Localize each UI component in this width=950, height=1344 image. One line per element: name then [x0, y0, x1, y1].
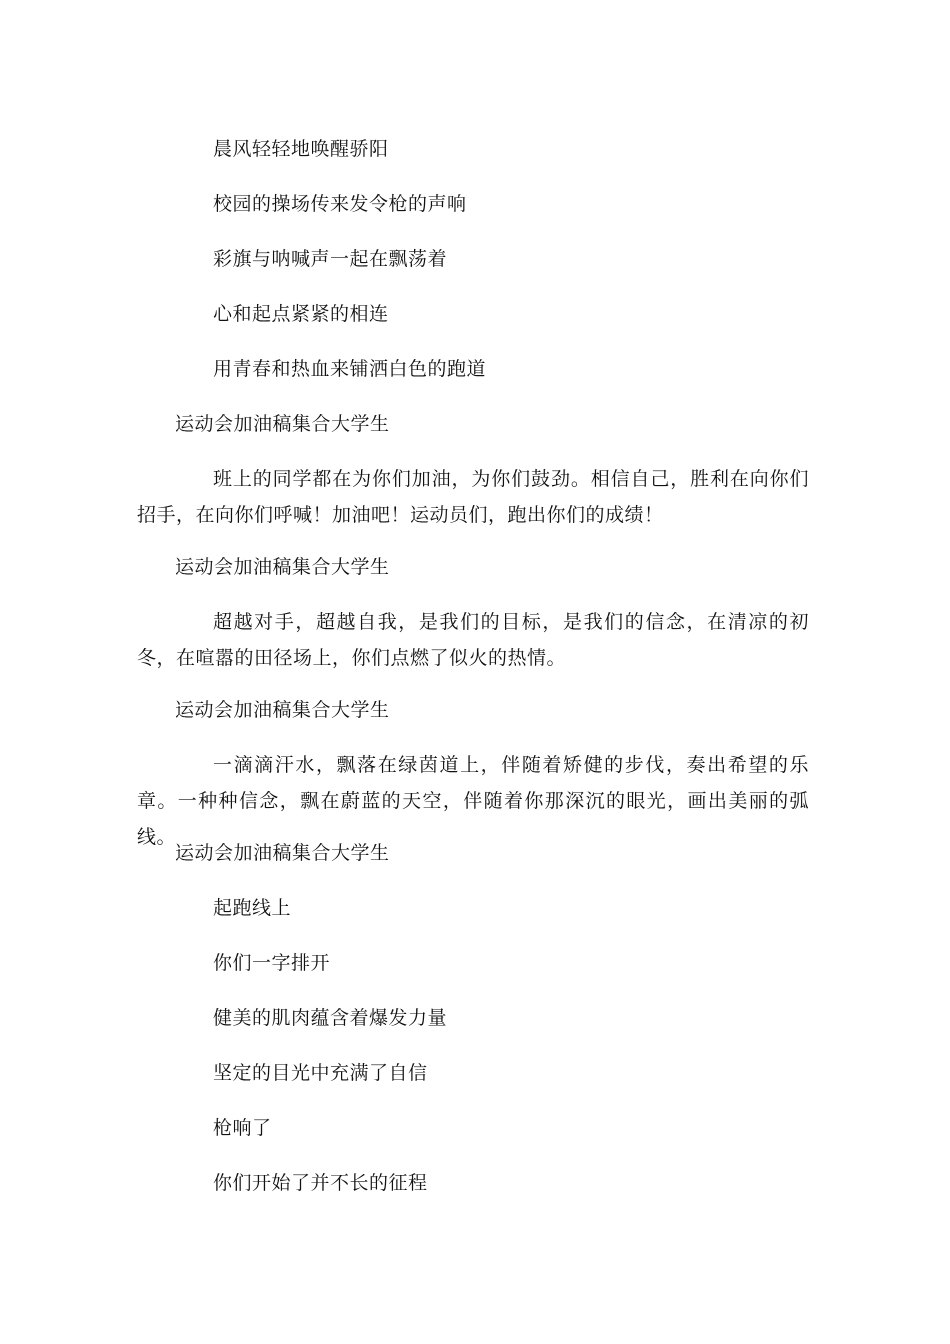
paragraph: 超越对手，超越自我，是我们的目标，是我们的信念，在清凉的初冬，在喧嚣的田径场上，你们点燃了似火的热情。 — [137, 611, 809, 669]
paragraph: 一滴滴汗水，飘落在绿茵道上，伴随着矫健的步伐，奏出希望的乐章。一种种信念，飘在蔚蓝的天空，伴随着你那深沉的眼光，画出美丽的弧线。 — [137, 754, 809, 848]
section-heading: 运动会加油稿集合大学生 — [175, 699, 390, 721]
poem-line: 健美的肌肉蕴含着爆发力量 — [213, 1007, 448, 1029]
poem-line: 枪响了 — [213, 1117, 272, 1139]
poem-line: 起跑线上 — [213, 897, 292, 919]
poem-line: 校园的操场传来发令枪的声响 — [213, 193, 467, 215]
poem-line: 心和起点紧紧的相连 — [213, 303, 389, 325]
paragraph: 班上的同学都在为你们加油，为你们鼓劲。相信自己，胜利在向你们招手，在向你们呼喊！加油吧！运动员们，跑出你们的成绩！ — [137, 468, 809, 526]
poem-line: 坚定的目光中充满了自信 — [213, 1062, 428, 1084]
poem-line: 用青春和热血来铺洒白色的跑道 — [213, 358, 487, 380]
section-heading: 运动会加油稿集合大学生 — [175, 842, 390, 864]
poem-line: 彩旗与呐喊声一起在飘荡着 — [213, 248, 448, 270]
poem-line: 你们开始了并不长的征程 — [213, 1172, 428, 1194]
section-heading: 运动会加油稿集合大学生 — [175, 556, 390, 578]
poem-line: 你们一字排开 — [213, 952, 331, 974]
poem-line: 晨风轻轻地唤醒骄阳 — [213, 138, 389, 160]
section-heading: 运动会加油稿集合大学生 — [175, 413, 390, 435]
